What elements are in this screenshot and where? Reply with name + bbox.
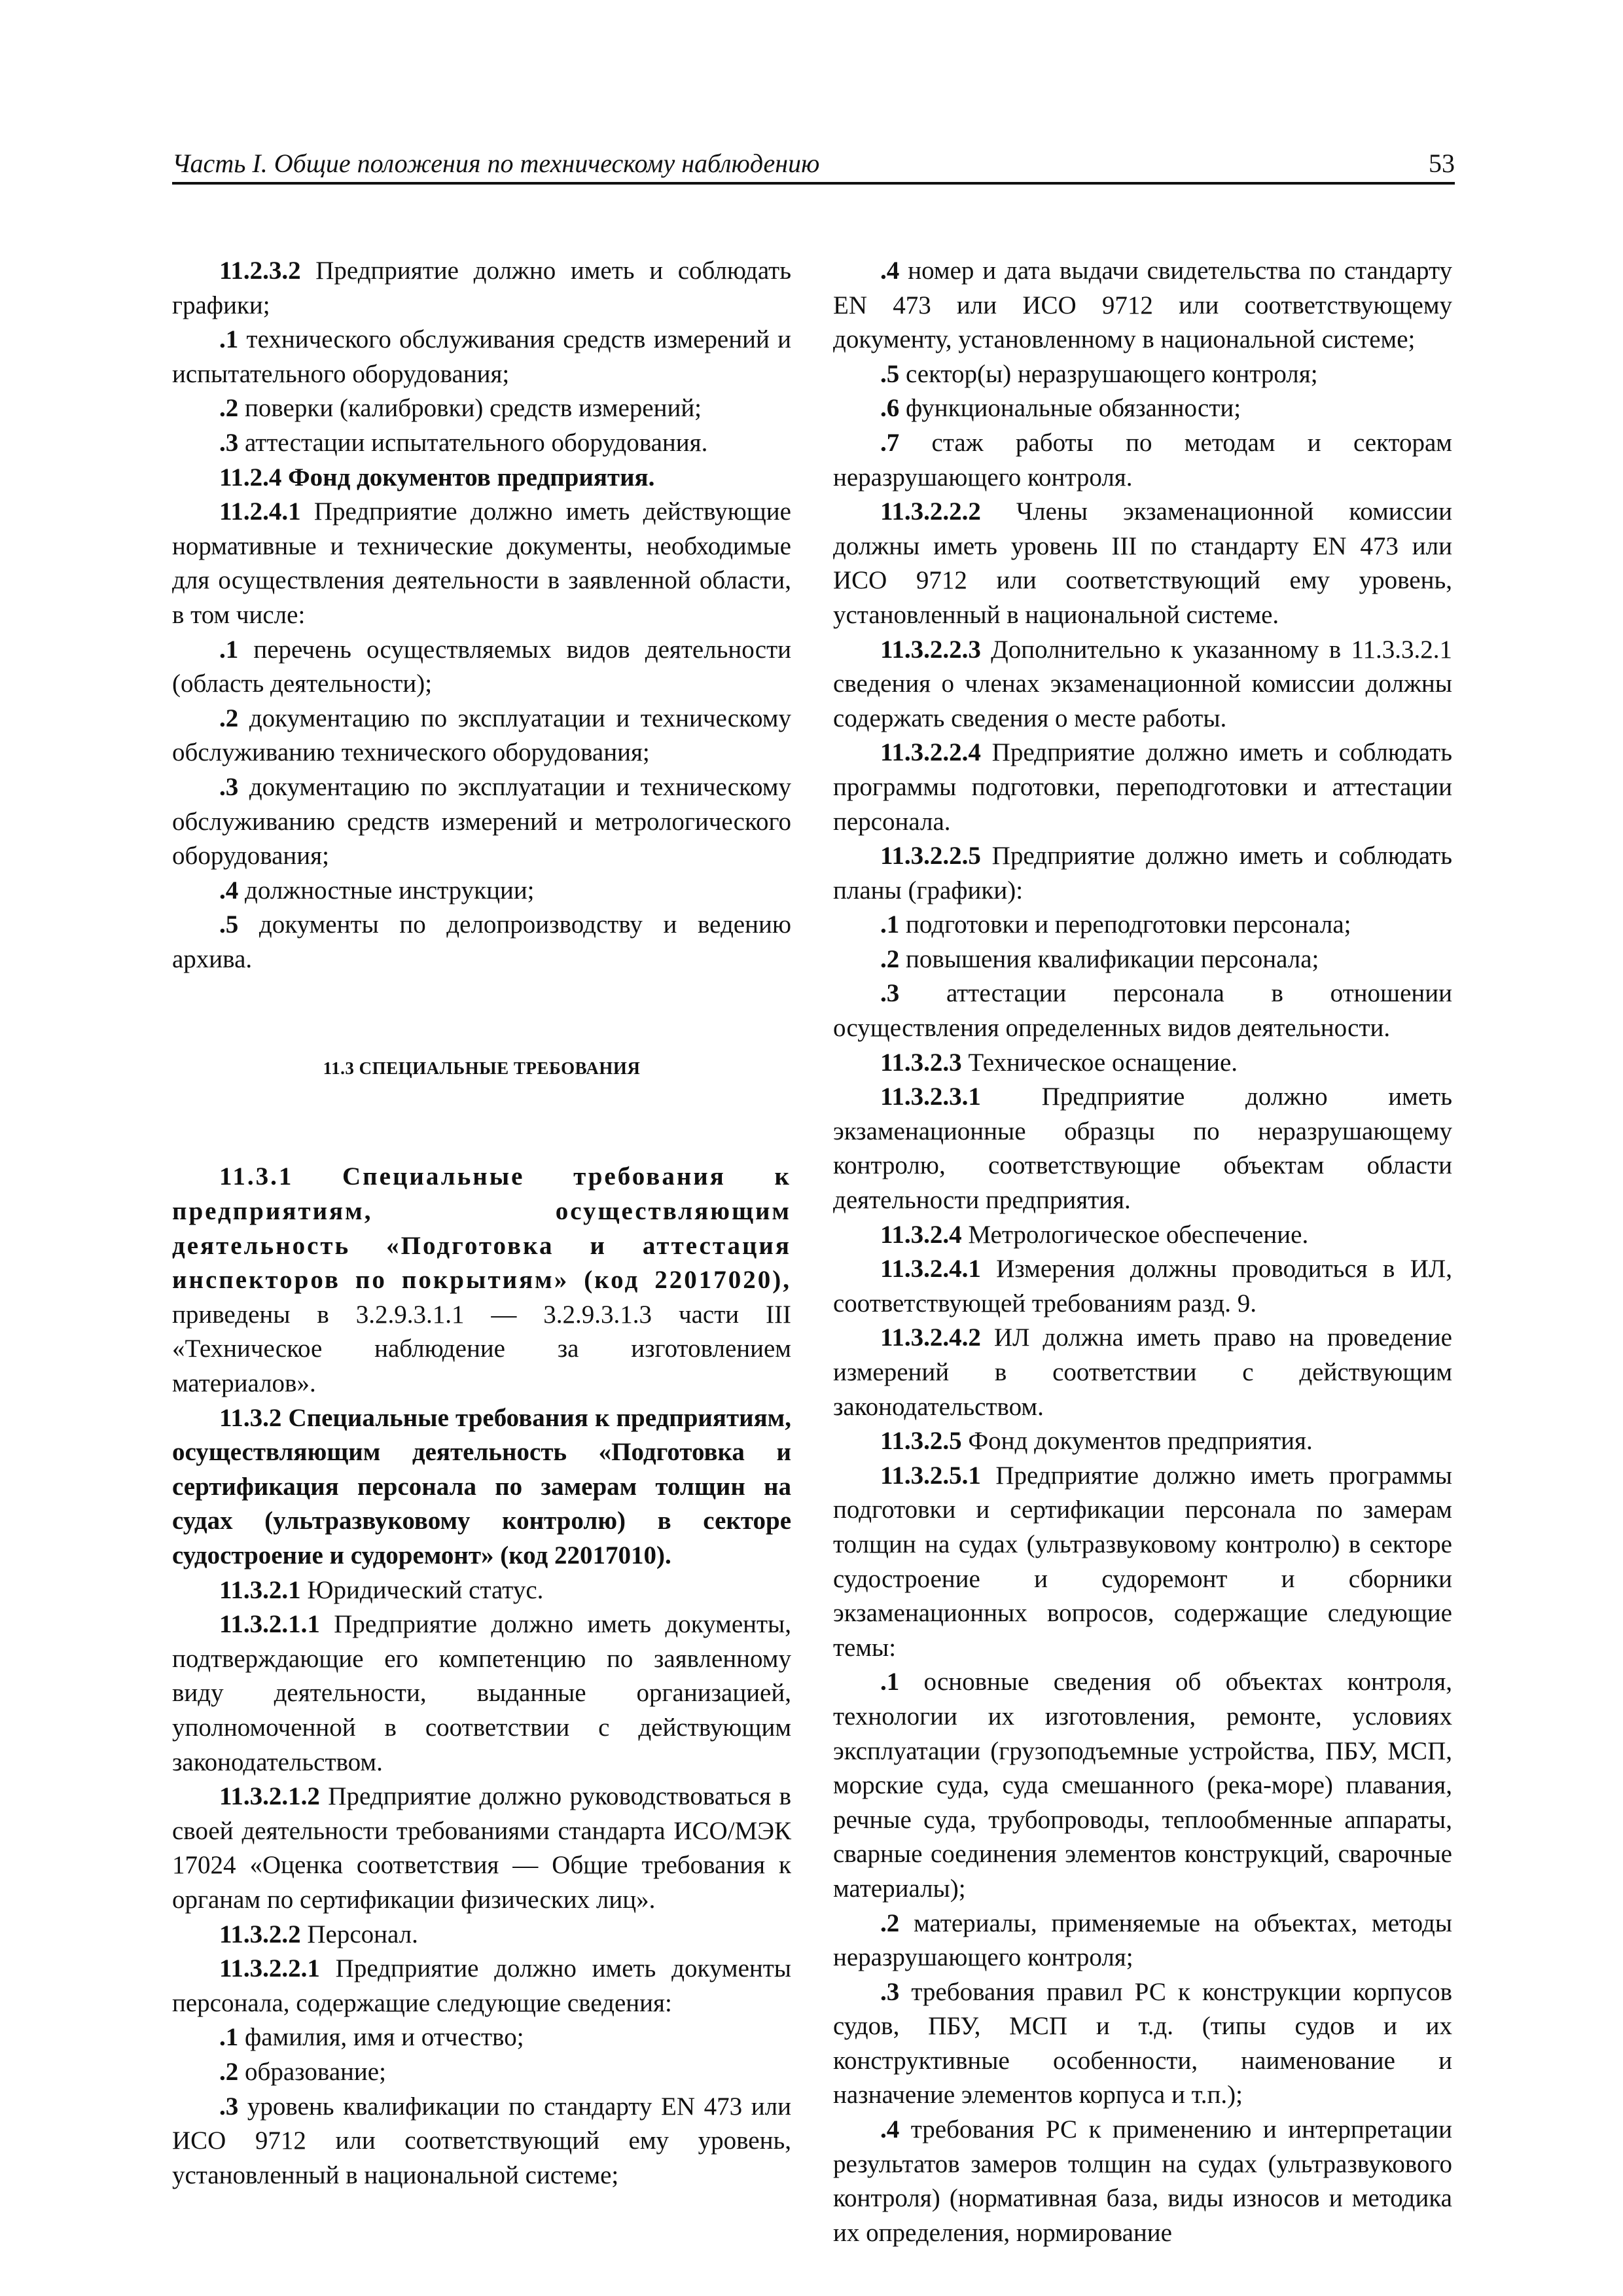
list-marker: .1 <box>219 325 239 354</box>
right-column <box>833 254 1452 2250</box>
paragraph-text: аттестации испытательного оборудования. <box>238 428 708 457</box>
list-marker: .1 <box>880 1668 900 1696</box>
list-marker: .7 <box>880 428 900 457</box>
clause-number: 11.3.2.4.2 <box>880 1323 981 1352</box>
clause-number: 11.3.2.1.2 <box>219 1782 320 1811</box>
list-marker: .2 <box>219 2057 239 2086</box>
paragraph-text: номер и дата выдачи свидетельства по стандарту EN 473 или ИСО 9712 или соответствующему документу, установленному в национальной системе; <box>833 257 1452 354</box>
paragraph <box>833 633 1452 736</box>
clause-number: 11.3.2.3 <box>880 1048 962 1077</box>
list-item <box>172 908 791 977</box>
clause-number: 11.3.2.2.3 <box>880 635 981 664</box>
paragraph-text: документацию по эксплуатации и техническому обслуживанию средств измерений и метрологического оборудования; <box>172 772 791 870</box>
paragraph-text: требования РС к применению и интерпретации результатов замеров толщин на судах (ультразвукового контроля) (нормативная база, виды износов и методика их определения, нормирование <box>833 2115 1452 2247</box>
list-marker: .2 <box>880 1909 900 1937</box>
list-item <box>172 633 791 702</box>
paragraph-text: должностные инструкции; <box>238 876 535 905</box>
paragraph <box>172 1607 791 1780</box>
paragraph-text: Члены экзаменационной комиссии должны иметь уровень III по стандарту EN 473 или ИСО 9712 или соответствующий ему уровень, установленный в национальной системе. <box>833 497 1452 629</box>
paragraph-text: стаж работы по методам и секторам неразрушающего контроля. <box>833 428 1452 492</box>
paragraph-text: подготовки и переподготовки персонала; <box>899 910 1351 939</box>
list-item <box>172 426 791 461</box>
subsection-title: 11.2.4 Фонд документов предприятия. <box>219 463 655 492</box>
paragraph-text: Дополнительно к указанному в 11.3.3.2.1 сведения о членах экзаменационной комиссии должны содержать сведения о месте работы. <box>833 635 1452 732</box>
list-item <box>833 1975 1452 2113</box>
list-item <box>172 2090 791 2193</box>
paragraph-text: сектор(ы) неразрушающего контроля; <box>899 359 1318 388</box>
paragraph <box>833 1252 1452 1321</box>
paragraph-text: ИЛ должна иметь право на проведение измерений в соответствии с действующим законодательством. <box>833 1323 1452 1421</box>
paragraph-text: Измерения должны проводиться в ИЛ, соответствующей требованиям разд. 9. <box>833 1255 1452 1318</box>
list-item <box>172 770 791 874</box>
paragraph <box>833 1046 1452 1081</box>
list-marker: .1 <box>880 910 900 939</box>
paragraph-text: уровень квалификации по стандарту EN 473 или ИСО 9712 или соответствующий ему уровень, установленный в национальной системе; <box>172 2092 791 2189</box>
clause-number: 11.2.3.2 <box>219 257 301 285</box>
list-marker: .4 <box>219 876 239 905</box>
clause-number: 11.3.2.3.1 <box>880 1083 981 1111</box>
list-marker: .2 <box>880 944 900 973</box>
clause-number: 11.3.2.2.4 <box>880 738 981 767</box>
paragraph-text: Техническое оснащение. <box>961 1048 1238 1077</box>
list-marker: .3 <box>219 428 239 457</box>
clause-number: 11.3.2.5 <box>880 1427 962 1456</box>
clause-number: 11.3.2.1.1 <box>219 1610 320 1639</box>
list-marker: .3 <box>219 772 239 801</box>
clause-number: 11.3.2.4 <box>880 1220 962 1249</box>
paragraph <box>172 1573 791 1608</box>
clause-number: 11.2.4.1 <box>219 497 301 526</box>
list-marker: .2 <box>219 394 239 423</box>
paragraph <box>833 736 1452 839</box>
paragraph <box>172 1918 791 1952</box>
paragraph-text: Предприятие должно иметь экзаменационные образцы по неразрушающему контролю, соответствующие объектам области деятельности предприятия. <box>833 1083 1452 1215</box>
paragraph <box>833 1321 1452 1424</box>
clause-heading: 11.3.1 Специальные требования к предприятиям, осуществляющим деятельность «Подготовка и аттестация инспекторов по покрытиям» (код 22017020), <box>172 1162 791 1295</box>
paragraph <box>833 1218 1452 1253</box>
clause-number: 11.3.2.5.1 <box>880 1461 981 1490</box>
paragraph-text: Метрологическое обеспечение. <box>961 1220 1309 1249</box>
clause-number: 11.3.2.2.5 <box>880 842 981 870</box>
list-item <box>833 908 1452 942</box>
list-marker: .3 <box>880 979 900 1008</box>
list-item <box>833 357 1452 392</box>
paragraph-text: основные сведения об объектах контроля, технологии их изготовления, ремонте, условиях эксплуатации (грузоподъемные устройства, ПБУ, МСП, морские суда, суда смешанного (река-море) плавания, речные суда, трубопроводы, теплообменные аппараты, сварные соединения элементов конструкций, сварочные материалы); <box>833 1668 1452 1903</box>
list-item <box>833 1907 1452 1975</box>
list-marker: .4 <box>880 2115 900 2144</box>
running-title: Часть I. Общие положения по техническому наблюдению <box>172 149 820 178</box>
list-marker: .1 <box>219 2023 239 2052</box>
list-item <box>833 977 1452 1045</box>
list-item <box>172 391 791 426</box>
paragraph-text: Предприятие должно иметь и соблюдать графики; <box>172 257 791 319</box>
list-item <box>833 426 1452 495</box>
list-item <box>833 942 1452 977</box>
list-item <box>172 323 791 391</box>
paragraph <box>172 495 791 632</box>
paragraph-text: приведены в 3.2.9.3.1.1 — 3.2.9.3.1.3 части III «Техническое наблюдение за изготовлением материалов». <box>172 1300 791 1398</box>
list-marker: .5 <box>880 359 900 388</box>
paragraph-text: Предприятие должно иметь документы, подтверждающие его компетенцию по заявленному виду деятельности, выданные организацией, уполномоченной в соответствии с действующим законодательством. <box>172 1610 791 1776</box>
paragraph-text: Предприятие должно иметь и соблюдать планы (графики): <box>833 842 1452 905</box>
paragraph <box>172 1952 791 2020</box>
paragraph-text: образование; <box>238 2057 386 2086</box>
list-marker: .5 <box>219 910 239 939</box>
left-column <box>172 254 791 2193</box>
list-marker: .2 <box>219 704 239 732</box>
clause-number: 11.3.2.4.1 <box>880 1255 981 1283</box>
list-item <box>172 702 791 770</box>
list-item <box>833 391 1452 426</box>
paragraph-text: перечень осуществляемых видов деятельности (область деятельности); <box>172 635 791 698</box>
list-marker: .3 <box>219 2092 239 2121</box>
clause-number: 11.3.2.2.1 <box>219 1954 320 1983</box>
clause-heading: 11.3.2 Специальные требования к предприятиям, осуществляющим деятельность «Подготовка и сертификация персонала по замерам толщин на судах (ультразвуковому контролю) в секторе судостроение и судоремонт» (код 22017010). <box>172 1403 791 1570</box>
list-marker: .1 <box>219 635 239 664</box>
paragraph-text: Предприятие должно руководствоваться в своей деятельности требованиями стандарта ИСО/МЭК 17024 «Оценка соответствия — Общие требования к органам по сертификации физических лиц». <box>172 1782 791 1914</box>
paragraph-text: поверки (калибровки) средств измерений; <box>238 394 702 423</box>
paragraph <box>833 1459 1452 1666</box>
list-marker: .4 <box>880 257 900 285</box>
paragraph-text: фамилия, имя и отчество; <box>238 2023 524 2052</box>
list-item <box>833 2113 1452 2250</box>
paragraph-text: функциональные обязанности; <box>899 394 1241 423</box>
clause-number: 11.3.2.2.2 <box>880 497 981 526</box>
list-item <box>833 1665 1452 1906</box>
page-number: 53 <box>1429 149 1455 178</box>
paragraph-text: документы по делопроизводству и ведению архива. <box>172 910 791 973</box>
list-marker: .6 <box>880 394 900 423</box>
paragraph-text: требования правил РС к конструкции корпусов судов, ПБУ, МСП и т.д. (типы судов и их конструктивные особенности, наименование и назначение элементов корпуса и т.п.); <box>833 1977 1452 2109</box>
paragraph <box>172 1160 791 1401</box>
paragraph-text: материалы, применяемые на объектах, методы неразрушающего контроля; <box>833 1909 1452 1972</box>
list-item <box>833 254 1452 357</box>
page-header <box>172 145 1455 185</box>
clause-number: 11.3.2.1 <box>219 1575 301 1604</box>
paragraph-text: повышения квалификации персонала; <box>899 944 1319 973</box>
list-marker: .3 <box>880 1977 900 2006</box>
paragraph <box>833 1424 1452 1459</box>
paragraph <box>833 1080 1452 1217</box>
paragraph-text: Юридический статус. <box>300 1575 544 1604</box>
list-item <box>172 2020 791 2055</box>
paragraph-text: аттестации персонала в отношении осуществления определенных видов деятельности. <box>833 979 1452 1043</box>
paragraph-text: Предприятие должно иметь программы подготовки и сертификации персонала по замерам толщин на судах (ультразвуковому контролю) в секторе судостроение и судоремонт и сборники экзаменационных вопросов, содержащие следующие темы: <box>833 1461 1452 1662</box>
paragraph-text: Фонд документов предприятия. <box>961 1427 1313 1456</box>
list-item <box>172 2055 791 2090</box>
list-item <box>172 874 791 908</box>
section-heading: 11.3 СПЕЦИАЛЬНЫЕ ТРЕБОВАНИЯ <box>323 1058 641 1079</box>
paragraph-text: Предприятие должно иметь действующие нормативные и технические документы, необходимые для осуществления деятельности в заявленной области, в том числе: <box>172 497 791 629</box>
paragraph <box>833 495 1452 632</box>
paragraph-text: технического обслуживания средств измерений и испытательного оборудования; <box>172 325 791 388</box>
clause-number: 11.3.2.2 <box>219 1920 301 1948</box>
paragraph-text: Предприятие должно иметь документы персонала, содержащие следующие сведения: <box>172 1954 791 2017</box>
paragraph <box>833 839 1452 908</box>
paragraph <box>172 254 791 323</box>
paragraph-text: Персонал. <box>300 1920 418 1948</box>
paragraph <box>172 1780 791 1917</box>
paragraph-text: документацию по эксплуатации и техническому обслуживанию технического оборудования; <box>172 704 791 767</box>
paragraph-text: Предприятие должно иметь и соблюдать программы подготовки, переподготовки и аттестации персонала. <box>833 738 1452 836</box>
